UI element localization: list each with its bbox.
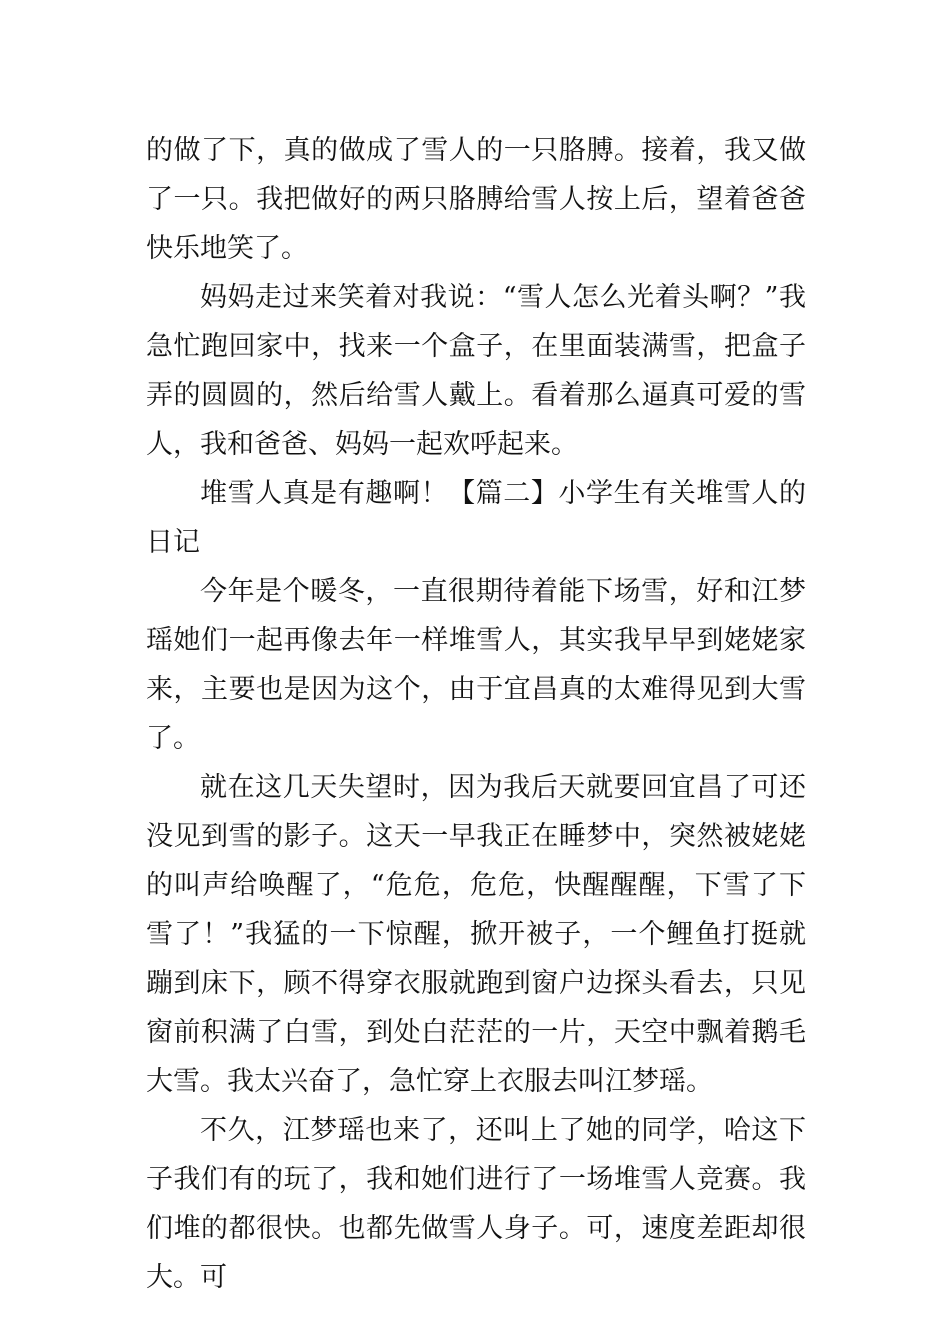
paragraph-snow-morning: 就在这几天失望时，因为我后天就要回宜昌了可还没见到雪的影子。这天一早我正在睡梦中，突然被姥姥的叫声给唤醒了，“危危，危危，快醒醒醒，下雪了下雪了！”我猛的一下惊醒，掀开被子，一个鲤鱼打挺就蹦到床下，顾不得穿衣服就跑到窗户边探头看去，只见窗前积满了白雪，到处白茫茫的一片，天空中飘着鹅毛大雪。我太兴奋了，急忙穿上衣服去叫江梦瑶。 <box>146 772 806 1097</box>
paragraph-continuation: 的做了下，真的做成了雪人的一只胳膊。接着，我又做了一只。我把做好的两只胳膊给雪人按上后，望着爸爸快乐地笑了。 <box>146 135 806 264</box>
paragraph-mom-hat: 妈妈走过来笑着对我说：“雪人怎么光着头啊？”我急忙跑回家中，找来一个盒子，在里面装满雪，把盒子弄的圆圆的，然后给雪人戴上。看着那么逼真可爱的雪人，我和爸爸、妈妈一起欢呼起来。 <box>146 282 806 460</box>
paragraph-competition: 不久，江梦瑶也来了，还叫上了她的同学，哈这下子我们有的玩了，我和她们进行了一场堆雪人竞赛。我们堆的都很快。也都先做雪人身子。可，速度差距却很大。可 <box>146 1115 806 1293</box>
document-body <box>146 126 806 1302</box>
paragraph-section-heading: 堆雪人真是有趣啊！【篇二】小学生有关堆雪人的日记 <box>146 478 806 558</box>
paragraph-warm-winter: 今年是个暖冬，一直很期待着能下场雪，好和江梦瑶她们一起再像去年一样堆雪人，其实我早早到姥姥家来，主要也是因为这个，由于宜昌真的太难得见到大雪了。 <box>146 576 806 754</box>
